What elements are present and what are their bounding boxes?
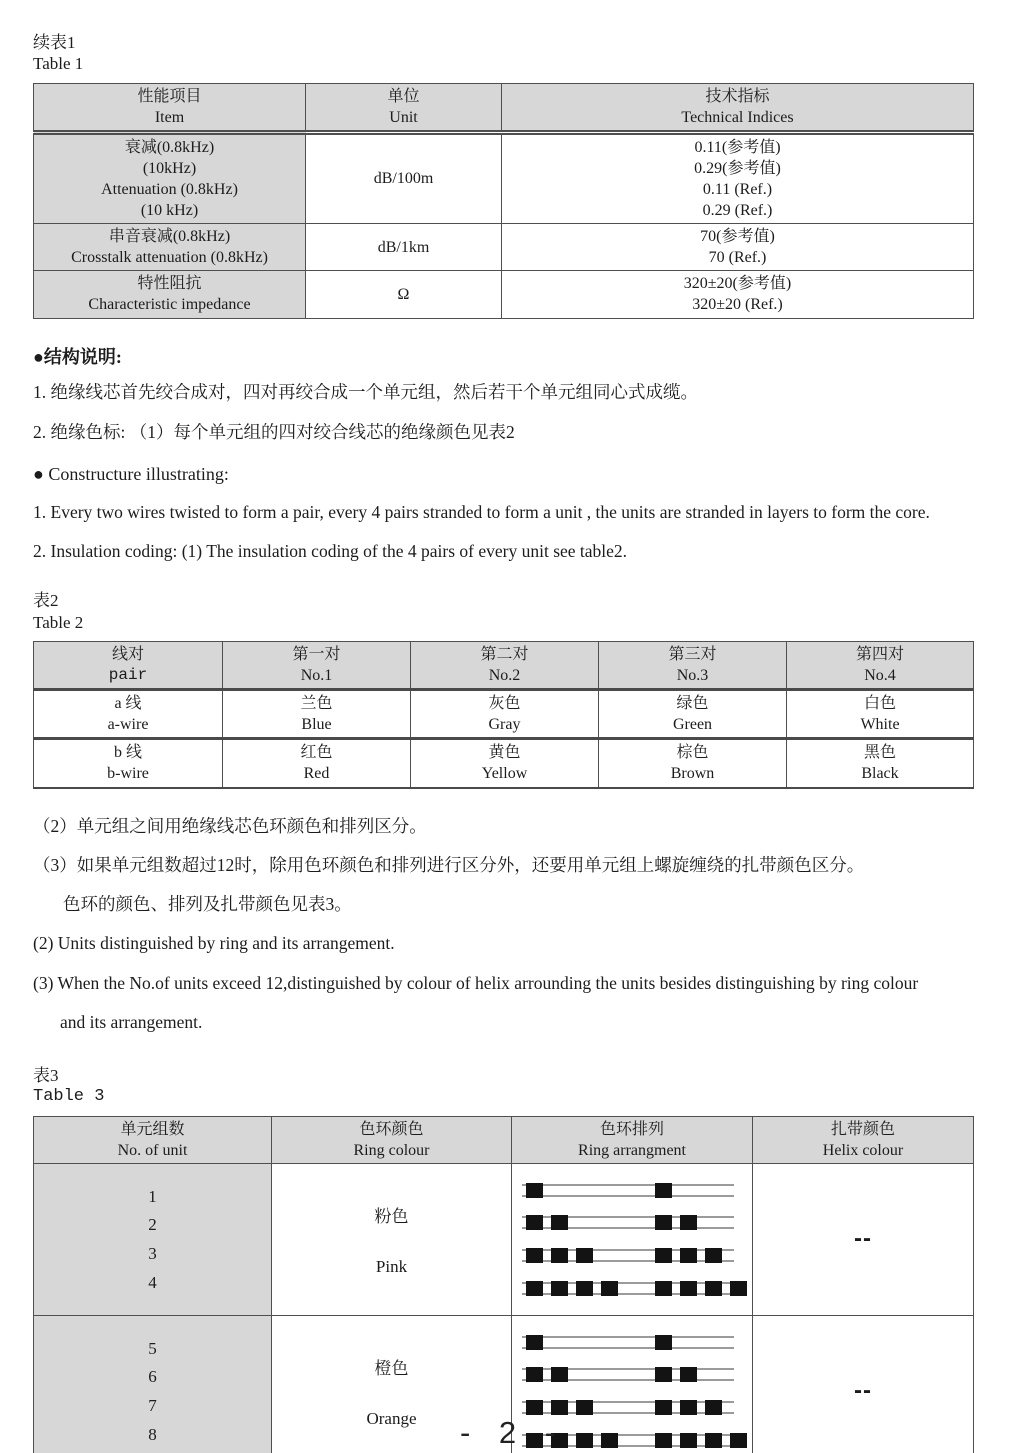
ring-block	[655, 1281, 672, 1296]
item-line: (10 kHz)	[140, 202, 199, 220]
colour-cell	[787, 739, 974, 788]
ring-block	[705, 1400, 722, 1415]
unit-number: 5	[148, 1338, 157, 1358]
header-label-zh: 第三对	[668, 645, 717, 663]
index-line: 0.11 (Ref.)	[702, 180, 773, 198]
table1	[33, 83, 974, 319]
structure-note-en: 2. Insulation coding: (1) The insulation coding of the 4 pairs of every unit see table2.	[33, 541, 628, 562]
ring-strip	[522, 1216, 734, 1229]
header-label-en: Unit	[389, 108, 418, 126]
ring-block	[551, 1215, 568, 1230]
header-label-zh: 性能项目	[137, 87, 202, 105]
colour-cell	[223, 739, 411, 788]
cell-line-zh: 绿色	[676, 695, 709, 713]
table1-row-impedance	[34, 271, 974, 318]
cell-line-en: Blue	[301, 716, 332, 734]
index-line: 320±20 (Ref.)	[692, 296, 783, 314]
table2-row-b-wire	[34, 739, 974, 788]
ring-strip	[522, 1184, 734, 1197]
ring-block	[601, 1281, 618, 1296]
header-label-en: No.4	[864, 666, 896, 684]
table3-header-units	[34, 1116, 272, 1163]
units-cell	[34, 1163, 272, 1315]
ring-block	[705, 1281, 722, 1296]
cell-line-zh: 兰色	[300, 695, 333, 713]
cell-line-zh: 白色	[863, 695, 896, 713]
cell-line-zh: 棕色	[676, 744, 709, 762]
header-label-zh: 扎带颜色	[830, 1120, 895, 1138]
table3-group-pink	[34, 1163, 974, 1315]
unit-cell	[306, 132, 502, 223]
table2	[33, 641, 974, 789]
table2-header-pair	[34, 641, 223, 689]
cell-line-en: Gray	[488, 716, 521, 734]
ring-block	[680, 1281, 697, 1296]
colour-cell	[787, 690, 974, 739]
cell-line-zh: 红色	[300, 744, 333, 762]
table2-header-no1	[223, 641, 411, 689]
cell-line-en: b-wire	[107, 765, 149, 783]
unit-note-zh: （3）如果单元组数超过12时，除用色环颜色和排列进行区分外，还要用单元组上螺旋缠绕的扎带颜色区分。	[33, 854, 865, 875]
table3-header-ring-colour	[272, 1116, 512, 1163]
unit-value: dB/100m	[373, 170, 434, 188]
item-line: Crosstalk attenuation (0.8kHz)	[71, 249, 268, 267]
item-line: Attenuation (0.8kHz)	[101, 180, 238, 198]
header-label-en: pair	[108, 665, 148, 684]
table3-heading-zh: 表3	[33, 1066, 59, 1085]
unit-number-stack	[34, 1164, 271, 1315]
unit-note-zh: （2）单元组之间用绝缘线芯色环颜色和排列区分。	[33, 815, 427, 836]
index-line: 0.29 (Ref.)	[702, 202, 773, 220]
cell-line-en: a-wire	[107, 716, 149, 734]
header-label-zh: 单元组数	[120, 1120, 185, 1138]
header-label-en: Item	[154, 108, 185, 126]
cell-line-zh: 黄色	[488, 744, 521, 762]
item-line: 衰减(0.8kHz)	[124, 138, 215, 156]
header-label-zh: 线对	[111, 645, 144, 663]
ring-block	[526, 1367, 543, 1382]
unit-number: 7	[148, 1396, 157, 1416]
helix-colour-value: --	[854, 1377, 872, 1405]
indices-cell	[502, 132, 974, 223]
ring-block	[551, 1367, 568, 1382]
unit-number: 6	[148, 1367, 157, 1387]
item-line: 串音衰减(0.8kHz)	[108, 228, 231, 246]
ring-strip	[522, 1401, 734, 1414]
structure-note-zh: 1. 绝缘线芯首先绞合成对，四对再绞合成一个单元组，然后若干个单元组同心式成缆。	[33, 381, 698, 402]
table1-row-attenuation	[34, 132, 974, 223]
table3-header-ring-arrangement	[512, 1116, 753, 1163]
bullet-icon: ●	[33, 463, 44, 484]
ring-block	[655, 1400, 672, 1415]
ring-block	[576, 1400, 593, 1415]
item-cell	[34, 271, 306, 318]
ring-block	[680, 1215, 697, 1230]
table2-heading-en: Table 2	[33, 612, 84, 632]
ring-strip	[522, 1336, 734, 1349]
unit-value: Ω	[397, 285, 410, 303]
table1-heading	[33, 32, 973, 75]
cell-line-zh: 黑色	[863, 744, 896, 762]
index-line: 320±20(参考值)	[683, 275, 792, 293]
helix-colour-cell	[753, 1163, 974, 1315]
table2-row-a-wire	[34, 690, 974, 739]
header-label-zh: 技术指标	[705, 87, 770, 105]
ring-colour-en: Pink	[375, 1256, 408, 1276]
item-cell	[34, 224, 306, 271]
cell-line-en: Brown	[670, 765, 715, 783]
item-cell	[34, 132, 306, 223]
structure-notes-title-zh: ●结构说明:	[33, 346, 122, 367]
ring-block	[576, 1281, 593, 1296]
header-label-zh: 色环颜色	[359, 1120, 424, 1138]
table1-header-item	[34, 83, 306, 132]
header-label-en: Ring arrangment	[578, 1141, 686, 1159]
cell-line-en: White	[860, 716, 900, 734]
index-line: 70(参考值)	[700, 228, 775, 246]
header-label-zh: 第一对	[292, 645, 341, 663]
index-line: 0.29(参考值)	[694, 159, 781, 177]
unit-number: 3	[148, 1244, 157, 1264]
cell-line-zh: 灰色	[488, 695, 521, 713]
header-label-en: No.2	[488, 666, 521, 684]
unit-note-zh-cont: 色环的颜色、排列及扎带颜色见表3。	[63, 894, 352, 914]
table2-header-no4	[787, 641, 974, 689]
ring-block	[680, 1367, 697, 1382]
ring-block	[680, 1400, 697, 1415]
ring-colour-zh: 橙色	[374, 1358, 409, 1378]
ring-block	[526, 1335, 543, 1350]
structure-note-zh: 2. 绝缘色标: （1）每个单元组的四对绞合线芯的绝缘颜色见表2	[33, 421, 515, 442]
table1-header-indices	[502, 83, 974, 132]
header-label-en: No.1	[300, 666, 333, 684]
structure-note-en: 1. Every two wires twisted to form a pair, every 4 pairs stranded to form a unit , the units are stranded in layers to form the core.	[33, 501, 930, 522]
ring-block	[655, 1183, 672, 1198]
unit-number: 1	[148, 1186, 157, 1206]
cell-line-en: Red	[303, 765, 330, 783]
indices-cell	[502, 271, 974, 318]
unit-number: 2	[148, 1215, 157, 1235]
cell-line-en: Black	[861, 765, 899, 783]
header-label-zh: 色环排列	[599, 1120, 664, 1138]
structure-notes-title-en	[33, 464, 973, 485]
header-label-en: No. of unit	[117, 1141, 188, 1159]
ring-block	[730, 1281, 747, 1296]
pair-cell	[34, 739, 223, 788]
item-line: Characteristic impedance	[88, 296, 251, 314]
ring-block	[680, 1248, 697, 1263]
header-label-en: Technical Indices	[681, 108, 794, 126]
header-label-zh: 第四对	[855, 645, 904, 663]
ring-colour-stack	[272, 1164, 511, 1315]
table2-heading	[33, 590, 973, 633]
ring-block	[526, 1215, 543, 1230]
header-label-en: Ring colour	[353, 1141, 430, 1159]
ring-block	[576, 1248, 593, 1263]
ring-block	[526, 1248, 543, 1263]
header-label-zh: 第二对	[480, 645, 529, 663]
ring-colour-cell	[272, 1163, 512, 1315]
table3-header-row	[34, 1116, 974, 1163]
ring-block	[526, 1183, 543, 1198]
ring-strip	[522, 1368, 734, 1381]
ring-block	[655, 1335, 672, 1350]
header-label-en: No.3	[676, 666, 709, 684]
table3-heading-en: Table 3	[33, 1087, 105, 1107]
cell-line-zh: a 线	[114, 695, 142, 713]
item-line: (10kHz)	[142, 159, 197, 177]
ring-colour-zh: 粉色	[374, 1206, 409, 1226]
colour-cell	[599, 690, 787, 739]
unit-notes	[33, 813, 973, 1036]
table1-heading-zh: 续表1	[33, 33, 76, 52]
colour-cell	[599, 739, 787, 788]
unit-cell	[306, 224, 502, 271]
pair-cell	[34, 690, 223, 739]
table2-header-no3	[599, 641, 787, 689]
table3-heading	[33, 1065, 973, 1108]
helix-colour-value: --	[854, 1225, 872, 1253]
unit-note-en: (3) When the No.of units exceed 12,distinguished by colour of helix arrounding the units besides distinguishing by ring colour	[33, 972, 919, 993]
ring-block	[655, 1248, 672, 1263]
unit-number: 4	[148, 1272, 157, 1292]
colour-cell	[411, 690, 599, 739]
unit-note-en-cont: and its arrangement.	[60, 1011, 203, 1032]
unit-number: 8	[148, 1424, 157, 1444]
item-line: 特性阻抗	[137, 275, 202, 293]
unit-note-en: (2) Units distinguished by ring and its arrangement.	[33, 933, 395, 954]
table2-header-row	[34, 641, 974, 689]
indices-cell	[502, 224, 974, 271]
unit-cell	[306, 271, 502, 318]
ring-block	[551, 1248, 568, 1263]
table2-header-no2	[411, 641, 599, 689]
unit-value: dB/1km	[377, 238, 430, 256]
ring-block	[551, 1281, 568, 1296]
ring-block	[655, 1367, 672, 1382]
table3	[33, 1116, 974, 1453]
ring-arrangement-graphic	[512, 1164, 752, 1315]
table1-header-row	[34, 83, 974, 132]
cell-line-en: Green	[672, 716, 713, 734]
ring-strip	[522, 1282, 734, 1295]
ring-block	[526, 1281, 543, 1296]
index-line: 0.11(参考值)	[694, 138, 781, 156]
table1-header-unit	[306, 83, 502, 132]
table1-heading-en: Table 1	[33, 54, 84, 74]
ring-block	[705, 1248, 722, 1263]
header-label-en: Helix colour	[822, 1141, 904, 1159]
index-line: 70 (Ref.)	[708, 249, 767, 267]
ring-strip	[522, 1249, 734, 1262]
page-number: - 2 -	[459, 1415, 566, 1450]
header-label-zh: 单位	[387, 87, 420, 105]
structure-notes-title-en-text: Constructure illustrating:	[48, 463, 229, 484]
table2-heading-zh: 表2	[33, 591, 59, 611]
ring-block	[655, 1215, 672, 1230]
cell-line-zh: b 线	[113, 744, 142, 762]
colour-cell	[223, 690, 411, 739]
ring-block	[551, 1400, 568, 1415]
ring-colour-en: Orange	[366, 1408, 417, 1428]
ring-block	[526, 1400, 543, 1415]
structure-notes	[33, 343, 973, 565]
table3-header-helix-colour	[753, 1116, 974, 1163]
cell-line-en: Yellow	[481, 765, 528, 783]
colour-cell	[411, 739, 599, 788]
ring-arrangement-cell	[512, 1163, 753, 1315]
table1-row-crosstalk	[34, 224, 974, 271]
